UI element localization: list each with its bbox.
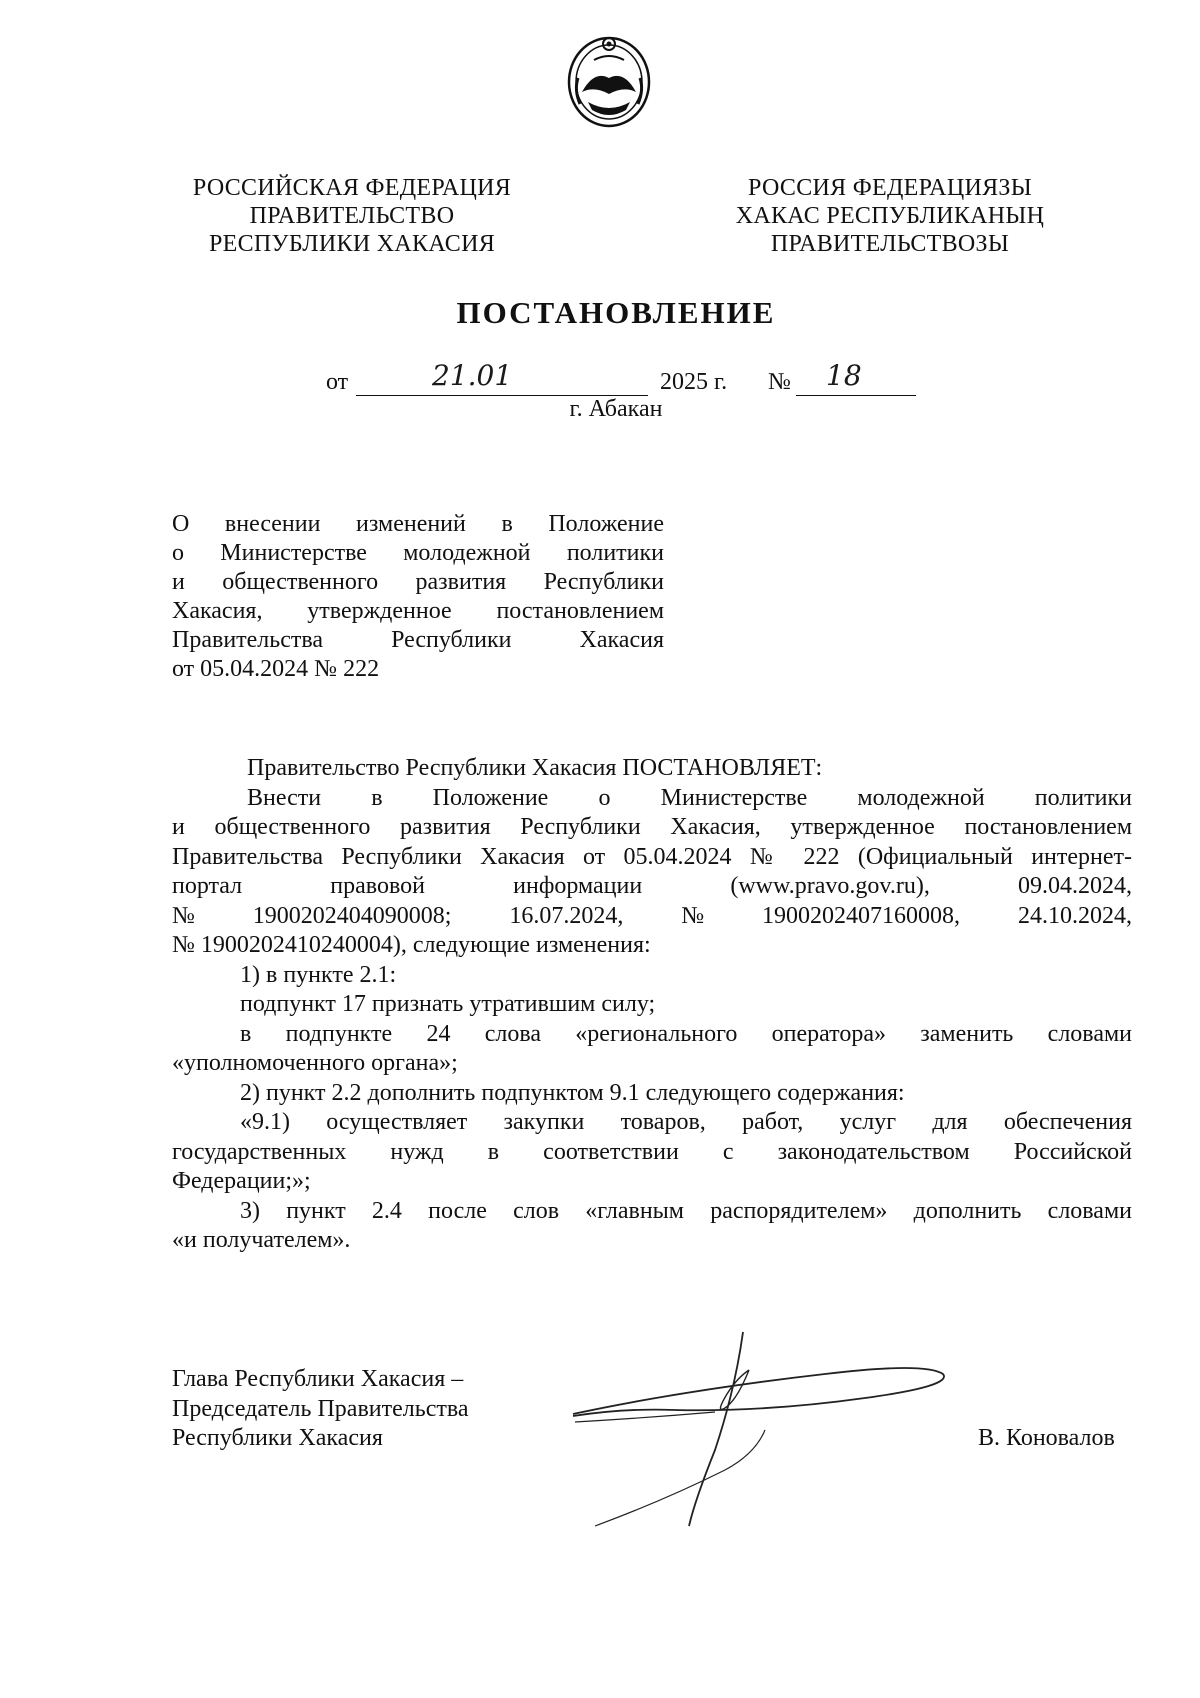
body-line: и общественного развития Республики Хакасия, утвержденное постановлением [172,814,1132,840]
header-right-line: ПРАВИТЕЛЬСТВОЗЫ [770,231,1010,257]
row-word: правовой [330,873,425,899]
body-line: «и получателем». [172,1227,351,1253]
body-line: в подпункте 24 слова «регионального оператора» заменить словами [240,1020,1132,1047]
signatory-position [172,1365,469,1454]
body-line: Правительства Республики Хакасия от 05.04.2024 № 222 (Официальный интернет- [172,843,1132,870]
item-2: 2) пункт 2.2 дополнить подпунктом 9.1 следующего содержания: [240,1079,905,1106]
year-label: 2025 г. [660,369,728,395]
subject-line: от 05.04.2024 № 222 [172,656,380,682]
handwritten-date: 21.01 [432,359,513,392]
date-prefix: от [326,369,349,395]
header-right-line: ХАКАС РЕСПУБЛИКАНЫҢ [735,203,1045,229]
body-line: государственных нужд в соответствии с законодательством Российской [172,1138,1132,1165]
city-line: г. Абакан [569,396,663,422]
body-line: № 1900202410240004), следующие изменения: [172,932,651,958]
body-paragraph-main [172,784,1132,961]
subject-line: Правительства Республики Хакасия [172,627,664,653]
document-subject [172,510,664,684]
header-right-line: РОССИЯ ФЕДЕРАЦИЯЗЫ [748,175,1032,201]
document-body [172,754,1132,1256]
item-2a [172,1108,1132,1197]
signatory-name: В. Коновалов [978,1425,1115,1451]
item-1: 1) в пункте 2.1: [240,961,397,988]
coat-of-arms-emblem [564,30,654,130]
signatory-line: Республики Хакасия [172,1425,383,1451]
subject-line: Хакасия, утвержденное постановлением [172,598,664,624]
body-line: Внести в Положение о Министерстве молодежной политики [247,784,1132,811]
handwritten-number: 18 [826,359,862,392]
body-line: 3) пункт 2.4 после слов «главным распорядителем» дополнить словами [240,1197,1132,1224]
signatory-line: Глава Республики Хакасия – [172,1366,464,1392]
body-line-row [172,872,1132,902]
row-word: 16.07.2024, [509,902,624,929]
item-1a: подпункт 17 признать утратившим силу; [240,991,656,1017]
body-line: «уполномоченного органа»; [172,1050,458,1076]
body-line: «9.1) осуществляет закупки товаров, работ, услуг для обеспечения [240,1109,1132,1135]
document-title: ПОСТАНОВЛЕНИЕ [456,295,776,330]
item-3 [172,1197,1132,1256]
number-sign: № [768,369,791,395]
row-word: портал [172,873,243,899]
header-left-line: РЕСПУБЛИКИ ХАКАСИЯ [208,231,496,257]
row-word: № [172,902,195,929]
row-word: № [681,902,705,929]
subject-line: о Министерстве молодежной политики [172,540,664,566]
row-word: 1900202404090008; [252,902,452,929]
row-word: 09.04.2024, [1018,873,1132,899]
body-line: Федерации;»; [172,1168,311,1194]
subject-line: и общественного развития Республики [172,569,664,595]
row-word: (www.pravo.gov.ru), [730,873,930,899]
body-line-row [172,902,1132,932]
header-left-ru [170,174,534,258]
body-intro: Правительство Республики Хакасия ПОСТАНОВЛЯЕТ: [247,755,823,781]
header-left-line: ПРАВИТЕЛЬСТВО [249,203,455,229]
row-word: 24.10.2024, [1017,902,1132,929]
item-1b [172,1020,1132,1079]
header-left-line: РОССИЙСКАЯ ФЕДЕРАЦИЯ [192,175,512,201]
subject-line: О внесении изменений в Положение [172,511,664,537]
handwritten-signature [565,1330,955,1530]
signatory-line: Председатель Правительства [172,1395,469,1422]
row-word: информации [513,873,643,899]
row-word: 1900202407160008, [762,902,961,929]
header-right-khakas [708,174,1072,258]
